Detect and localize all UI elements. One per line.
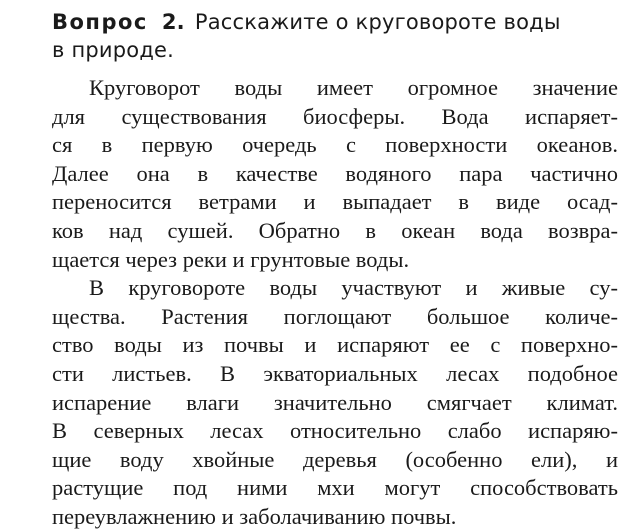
- question-heading: [52, 8, 622, 64]
- text-line: испарение влаги значительно смягчает климат.: [52, 389, 618, 415]
- text-line: ков над сушей. Обратно в океан вода возвра-: [52, 217, 618, 243]
- text-line: растущие под ними мхи могут способствовать: [52, 475, 618, 501]
- text-line: для существования биосферы. Вода испаряет-: [52, 103, 618, 129]
- text-line: щества. Растения поглощают большое количе-: [52, 303, 618, 329]
- text-line: щие воду хвойные деревья (особенно ели), и: [52, 446, 618, 472]
- question-number: 2.: [161, 10, 185, 34]
- text-line: переувлажнению и заболачиванию почвы.: [52, 503, 457, 529]
- text-line: Далее она в качестве водяного пара частично: [52, 160, 618, 186]
- question-label: Вопрос: [52, 10, 148, 34]
- answer-paragraph-2: [52, 274, 618, 531]
- text-line: ство воды из почвы и испаряют ее с поверхно-: [52, 332, 618, 358]
- answer-paragraph-1: [52, 74, 618, 274]
- text-line: щается через реки и грунтовые воды.: [52, 246, 410, 272]
- text-line: Круговорот воды имеет огромное значение: [89, 75, 618, 100]
- text-line: В круговороте воды участвуют и живые су-: [89, 275, 618, 301]
- question-line-1: [52, 8, 622, 36]
- question-text-line-1: Расскажите о круговороте воды: [194, 10, 561, 34]
- text-line: ся в первую очередь с поверхности океанов.: [52, 132, 618, 158]
- answer-text: [52, 74, 618, 532]
- text-line: переносится ветрами и выпадает в виде осад-: [52, 189, 618, 215]
- question-text-line-2: в природе.: [52, 38, 175, 62]
- text-line: В северных лесах относительно слабо испаряю-: [52, 418, 618, 444]
- text-line: сти листьев. В экваториальных лесах подобное: [52, 360, 618, 386]
